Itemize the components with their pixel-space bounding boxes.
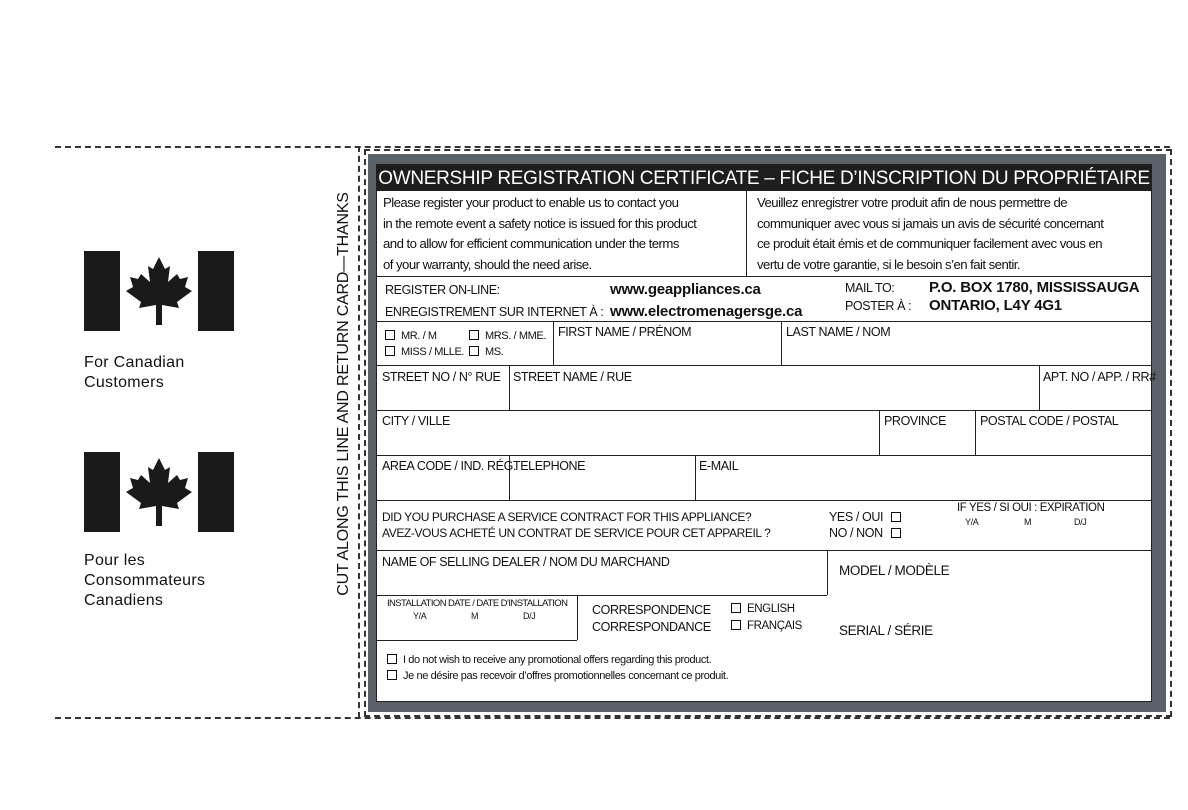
title-mrs[interactable]: MRS. / MME. bbox=[469, 330, 546, 342]
install-date-label: INSTALLATION DATE / DATE D’INSTALLATION bbox=[387, 598, 568, 609]
register-online-label: REGISTER ON-LINE: bbox=[385, 283, 500, 297]
area-code-field[interactable]: AREA CODE / IND. RÉG. bbox=[382, 459, 516, 473]
caption-french: Pour les Consommateurs Canadiens bbox=[84, 552, 206, 609]
cut-line-top bbox=[55, 146, 1170, 148]
correspondence-fr: CORRESPONDANCE bbox=[592, 620, 711, 634]
service-question-en: DID YOU PURCHASE A SERVICE CONTRACT FOR THIS APPLIANCE? bbox=[382, 510, 752, 524]
model-field[interactable]: MODEL / MODÈLE bbox=[839, 563, 950, 578]
address-line-2: ONTARIO, L4Y 4G1 bbox=[929, 297, 1062, 314]
street-name-field[interactable]: STREET NAME / RUE bbox=[513, 370, 632, 384]
serial-field[interactable]: SERIAL / SÉRIE bbox=[839, 623, 933, 638]
install-date-m[interactable]: M bbox=[471, 611, 479, 621]
expiration-y[interactable]: Y/A bbox=[965, 517, 979, 527]
city-field[interactable]: CITY / VILLE bbox=[382, 414, 450, 428]
register-online-link[interactable]: www.geappliances.ca bbox=[610, 281, 761, 298]
optout-english-checkbox[interactable]: I do not wish to receive any promotional offers regarding this product. bbox=[387, 654, 711, 666]
cut-instruction: CUT ALONG THIS LINE AND RETURN CARD—THANKS bbox=[335, 192, 352, 596]
registration-card bbox=[376, 164, 1156, 702]
service-no-checkbox[interactable]: NO / NON bbox=[829, 526, 907, 540]
install-date-y[interactable]: Y/A bbox=[413, 611, 427, 621]
first-name-field[interactable]: FIRST NAME / PRÉNOM bbox=[558, 325, 692, 339]
address-line-1: P.O. BOX 1780, MISSISSAUGA bbox=[929, 279, 1140, 296]
register-fr-link[interactable]: www.electromenagersge.ca bbox=[610, 303, 803, 320]
expiration-d[interactable]: D/J bbox=[1074, 517, 1087, 527]
correspondence-en: CORRESPONDENCE bbox=[592, 603, 711, 617]
caption-english: For Canadian Customers bbox=[84, 354, 185, 391]
maple-leaf-icon bbox=[122, 456, 196, 528]
cut-line-vertical bbox=[358, 146, 360, 718]
register-fr-label: ENREGISTREMENT SUR INTERNET À : bbox=[385, 305, 604, 319]
last-name-field[interactable]: LAST NAME / NOM bbox=[786, 325, 891, 339]
expiration-label: IF YES / SI OUI : EXPIRATION bbox=[957, 502, 1105, 514]
maple-leaf-icon bbox=[122, 255, 196, 327]
apt-field[interactable]: APT. NO / APP. / RR# bbox=[1043, 370, 1156, 384]
street-no-field[interactable]: STREET NO / N° RUE bbox=[382, 370, 501, 384]
canada-flag-icon bbox=[84, 452, 234, 532]
service-yes-checkbox[interactable]: YES / OUI bbox=[829, 510, 907, 524]
expiration-m[interactable]: M bbox=[1024, 517, 1032, 527]
intro-english: Please register your product to enable us to contact you in the remote event a safety notice is issued for this product and to allow for efficient communication under the terms of your warranty, should the need arise. bbox=[383, 195, 697, 272]
intro-french: Veuillez enregistrer votre produit afin de nous permettre de communiquer avec vous si jamais un avis de sécurité concernant ce produit était émis et de communiquer facilement avec vous en vertu de votre garantie, si le besoin s’en fait sentir. bbox=[757, 195, 1104, 272]
mail-to-label: MAIL TO: bbox=[845, 281, 895, 295]
postal-code-field[interactable]: POSTAL CODE / POSTAL bbox=[980, 414, 1119, 428]
title-miss[interactable]: MISS / MLLE. bbox=[385, 346, 464, 358]
email-field[interactable]: E-MAIL bbox=[699, 459, 739, 473]
canada-flag-icon bbox=[84, 251, 234, 331]
card-title: OWNERSHIP REGISTRATION CERTIFICATE – FICHE D’INSCRIPTION DU PROPRIÉTAIRE bbox=[377, 165, 1151, 191]
cut-line-bottom bbox=[55, 717, 1170, 719]
title-mr[interactable]: MR. / M bbox=[385, 330, 437, 342]
poster-label: POSTER À : bbox=[845, 299, 912, 313]
province-field[interactable]: PROVINCE bbox=[884, 414, 947, 428]
install-date-d[interactable]: D/J bbox=[523, 611, 536, 621]
telephone-field[interactable]: TELEPHONE bbox=[513, 459, 586, 473]
optout-french-checkbox[interactable]: Je ne désire pas recevoir d’offres promotionnelles concernant ce produit. bbox=[387, 670, 728, 682]
service-question-fr: AVEZ-VOUS ACHETÉ UN CONTRAT DE SERVICE POUR CET APPAREIL ? bbox=[382, 526, 771, 540]
dealer-field[interactable]: NAME OF SELLING DEALER / NOM DU MARCHAND bbox=[382, 555, 670, 569]
title-ms[interactable]: MS. bbox=[469, 346, 503, 358]
language-french-checkbox[interactable]: FRANÇAIS bbox=[731, 620, 802, 632]
language-english-checkbox[interactable]: ENGLISH bbox=[731, 603, 795, 615]
